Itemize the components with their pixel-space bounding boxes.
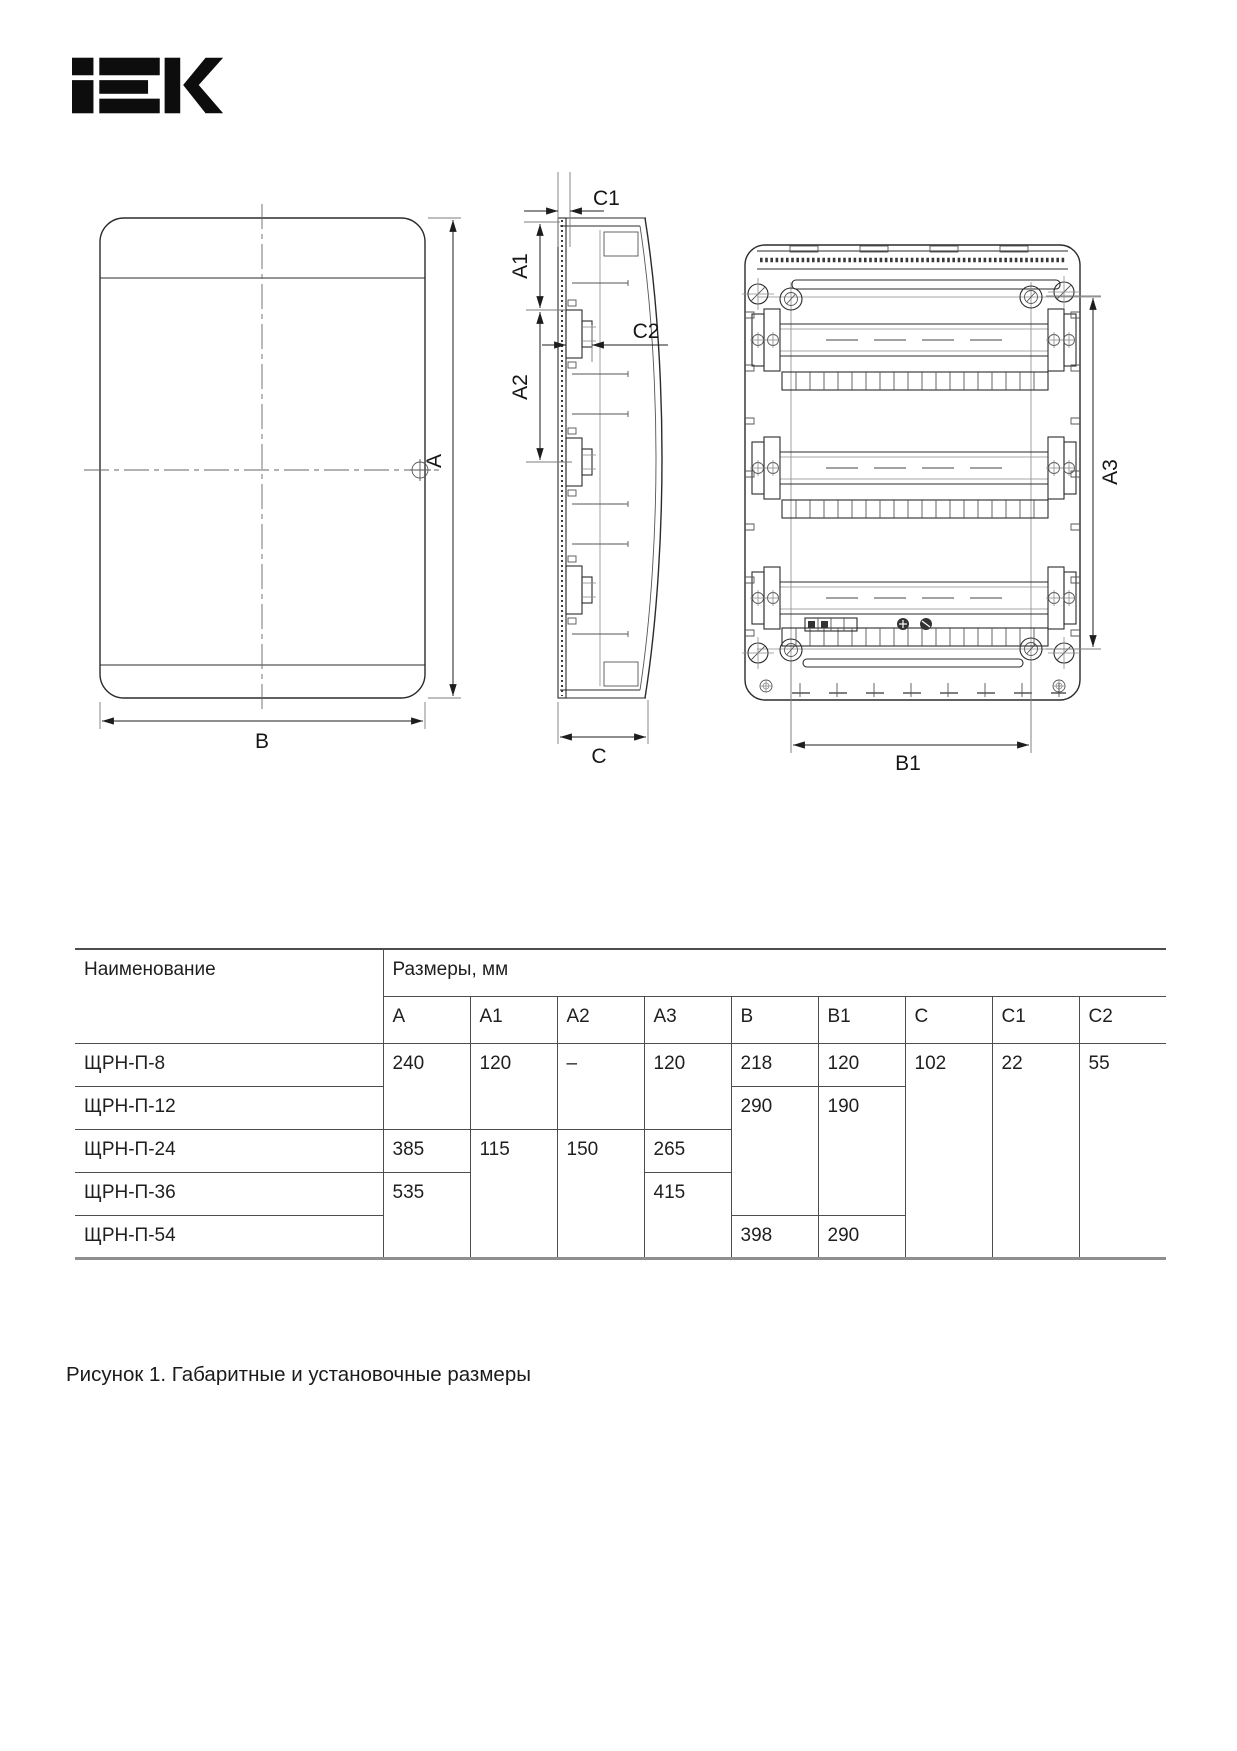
latch-detail-bottom [604, 662, 638, 686]
latch-detail-top [604, 232, 638, 256]
table-header-col-b: B [731, 996, 818, 1043]
dim-label-a: A [423, 453, 446, 469]
bottom-slot [803, 659, 1023, 667]
table-header-name: Наименование [75, 949, 383, 1043]
table-cell: 22 [992, 1043, 1079, 1258]
dim-C2 [542, 320, 668, 362]
table-cell: 120 [470, 1043, 557, 1129]
din-rail-2 [750, 437, 1077, 499]
table-header-col-c: C [905, 996, 992, 1043]
table-cell-name: ЩРН-П-36 [75, 1172, 383, 1215]
door-profile-inner [640, 226, 656, 690]
table-cell: 115 [470, 1129, 557, 1258]
table-cell: 535 [383, 1172, 470, 1258]
dim-label-b: B [254, 730, 270, 753]
rear-view-drawing [742, 245, 1122, 775]
dim-label-a1: A1 [509, 253, 532, 279]
keyhole-slot-top-right [1048, 276, 1080, 308]
iek-logo [72, 57, 228, 114]
table-header-col-a: A [383, 996, 470, 1043]
din-rail-1 [750, 309, 1077, 371]
table-cell: 190 [818, 1086, 905, 1215]
table-cell: 120 [644, 1043, 731, 1129]
dimensions-table [75, 948, 1166, 1260]
table-header-row-1 [75, 949, 1166, 996]
table-cell: 102 [905, 1043, 992, 1258]
comb-row-1 [782, 372, 1048, 390]
top-perforated-band [757, 246, 1068, 269]
dim-label-a2: A2 [509, 374, 532, 400]
table-cell: 150 [557, 1129, 644, 1258]
table-header-col-c1: C1 [992, 996, 1079, 1043]
table-header-col-c2: C2 [1079, 996, 1166, 1043]
table-cell: 415 [644, 1172, 731, 1258]
dim-B1 [791, 662, 1031, 775]
dim-label-c2: C2 [632, 320, 660, 343]
table-header-col-b1: B1 [818, 996, 905, 1043]
table-cell-name: ЩРН-П-24 [75, 1129, 383, 1172]
table-cell: 290 [731, 1086, 818, 1215]
table-header-dims-group: Размеры, мм [383, 949, 1166, 996]
edge-notches [745, 312, 1080, 636]
table-header-col-a1: A1 [470, 996, 557, 1043]
dim-label-c: C [591, 745, 607, 768]
table-cell: 290 [818, 1215, 905, 1258]
comb-row-2 [782, 500, 1048, 518]
table-cell-name: ЩРН-П-54 [75, 1215, 383, 1258]
dim-B [100, 702, 425, 753]
keyhole-slot-top-left [742, 278, 774, 310]
table-row [75, 1043, 1166, 1086]
iek-logo-glyphs [72, 58, 223, 114]
figure-caption: Рисунок 1. Габаритные и установочные размеры [66, 1363, 531, 1386]
din-rail-3 [750, 567, 1077, 629]
table-cell: 398 [731, 1215, 818, 1258]
table-cell: 55 [1079, 1043, 1166, 1258]
dim-C1 [524, 172, 620, 247]
keyhole-slot-bottom-left [742, 637, 774, 669]
table-cell: 385 [383, 1129, 470, 1172]
table-cell-name: ЩРН-П-12 [75, 1086, 383, 1129]
top-slot [792, 280, 1060, 289]
door-profile-outer [645, 218, 662, 698]
keyhole-slot-bottom-right [1048, 637, 1080, 669]
dim-label-a3: A3 [1099, 459, 1122, 485]
dim-label-c1: C1 [593, 187, 620, 210]
rating-plate [805, 618, 857, 631]
table-cell: – [557, 1043, 644, 1129]
dim-C [558, 700, 648, 768]
dim-label-b1: B1 [895, 752, 921, 775]
table-cell: 240 [383, 1043, 470, 1129]
table-cell: 218 [731, 1043, 818, 1086]
table-cell: 120 [818, 1043, 905, 1086]
side-view-drawing [509, 172, 668, 768]
bottom-knockout-band [792, 683, 1066, 697]
dim-A [423, 218, 461, 698]
table-cell-name: ЩРН-П-8 [75, 1043, 383, 1086]
dimension-drawing [0, 150, 1237, 800]
table-header-col-a2: A2 [557, 996, 644, 1043]
front-view-drawing [84, 204, 461, 753]
table-cell: 265 [644, 1129, 731, 1172]
small-screw-bottom-left [760, 680, 772, 692]
table-header-col-a3: A3 [644, 996, 731, 1043]
